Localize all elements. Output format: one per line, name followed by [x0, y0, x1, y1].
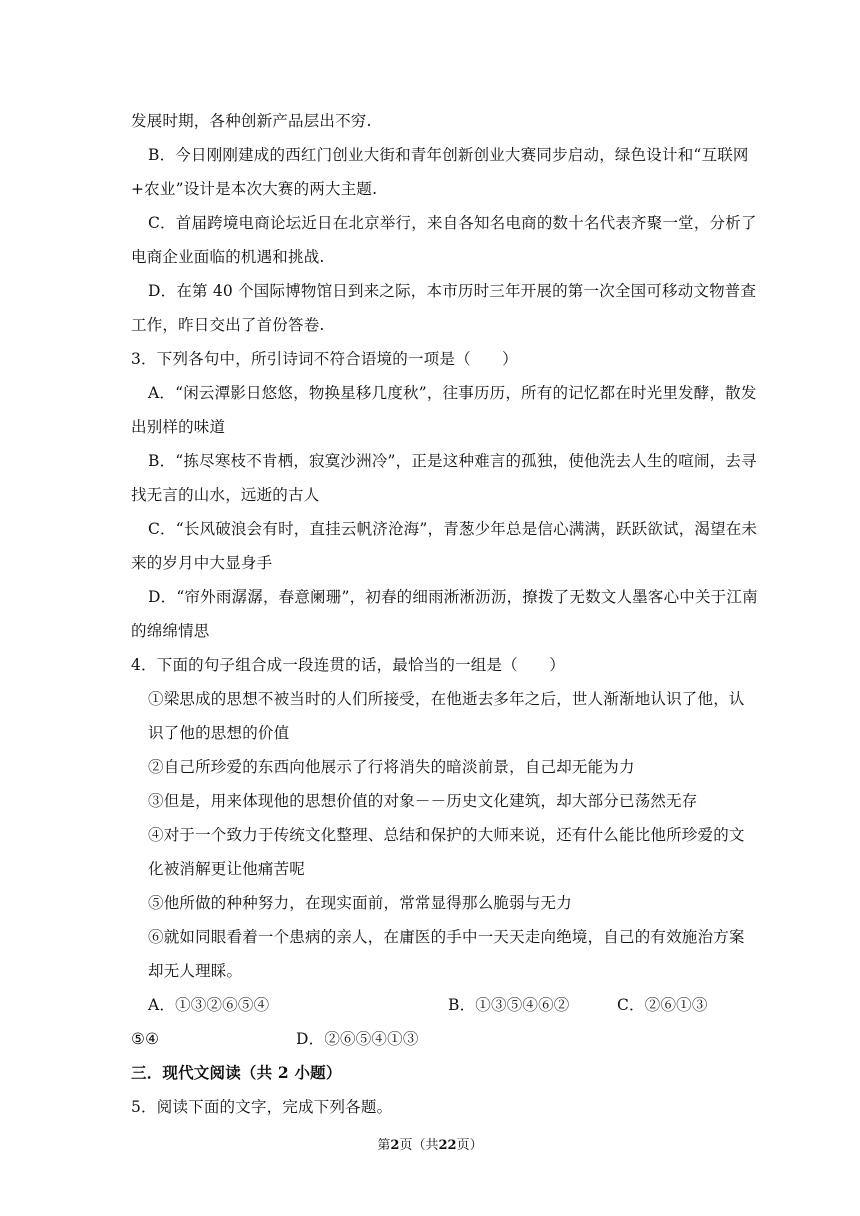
sentence-line: ①梁思成的思想不被当时的人们所接受，在他逝去多年之后，世人渐渐地认识了他，认	[148, 690, 745, 708]
text-line: 来的岁月中大显身手	[131, 554, 273, 572]
option-b: B．①③⑤④⑥②	[448, 996, 570, 1014]
text-line: 工作，昨日交出了首份答卷.	[131, 316, 325, 334]
text-line: 的绵绵情思	[131, 622, 210, 640]
sentence-line: ②自己所珍爱的东西向他展示了行将消失的暗淡前景，自己却无能为力	[148, 758, 635, 776]
sentence-line: 化被消解更让他痛苦呢	[148, 860, 306, 878]
option-c: C．②⑥①③	[617, 996, 708, 1014]
sentence-line: ⑥就如同眼看着一个患病的亲人，在庸医的手中一天天走向绝境，自己的有效施治方案	[148, 928, 745, 946]
sentence-line: ③但是，用来体现他的思想价值的对象－－历史文化建筑，却大部分已荡然无存	[148, 792, 698, 810]
text-line: 电商企业面临的机遇和挑战.	[131, 248, 325, 266]
question-3: 3．下列各句中，所引诗词不符合语境的一项是（ ）	[131, 350, 518, 368]
sentence-line: 却无人理睬。	[148, 962, 243, 980]
option-line: B．“拣尽寒枝不肯栖，寂寞沙洲冷”，正是这种难言的孤独，使他洗去人生的喧闹，去寻	[148, 452, 757, 470]
page-total: 22	[438, 1138, 457, 1153]
option-line: A．“闲云潭影日悠悠，物换星移几度秋”，往事历历，所有的记忆都在时光里发酵，散发	[148, 384, 757, 402]
page-number: 2	[390, 1138, 400, 1153]
option-line: B．今日刚刚建成的西红门创业大街和青年创新创业大赛同步启动，绿色设计和“互联网	[148, 146, 749, 164]
text-line: 出别样的味道	[131, 418, 226, 436]
text-line: 发展时期，各种创新产品层出不穷.	[131, 112, 372, 130]
footer-mid: 页（共	[399, 1138, 439, 1153]
option-line: D．在第 40 个国际博物馆日到来之际，本市历时三年开展的第一次全国可移动文物普查	[148, 282, 757, 300]
option-line: C．“长风破浪会有时，直挂云帆济沧海”，青葱少年总是信心满满，跃跃欲试，渴望在未	[148, 520, 758, 538]
footer-prefix: 第	[377, 1138, 391, 1153]
text-line: 找无言的山水，远逝的古人	[131, 486, 320, 504]
page-footer	[0, 1137, 860, 1155]
option-line: C．首届跨境电商论坛近日在北京举行，来自各知名电商的数十名代表齐聚一堂，分析了	[148, 214, 757, 232]
section-heading: 三．现代文阅读（共 2 小题）	[131, 1063, 342, 1082]
text-line: +农业”设计是本次大赛的两大主题.	[131, 180, 378, 198]
question-5: 5．阅读下面的文字，完成下列各题。	[131, 1098, 393, 1116]
sentence-line: 识了他的思想的价值	[148, 724, 290, 742]
sentence-line: ④对于一个致力于传统文化整理、总结和保护的大师来说，还有什么能比他所珍爱的文	[148, 826, 745, 844]
option-line: D．“帘外雨潺潺，春意阑珊”，初春的细雨淅淅沥沥，撩拨了无数文人墨客心中关于江南	[148, 588, 758, 606]
question-4: 4．下面的句子组合成一段连贯的话，最恰当的一组是（ ）	[131, 656, 565, 674]
option-c-continued: ⑤④	[131, 1030, 160, 1048]
option-d: D．②⑥⑤④①③	[296, 1030, 419, 1048]
footer-suffix: 页）	[456, 1138, 483, 1153]
sentence-line: ⑤他所做的种种努力，在现实面前，常常显得那么脆弱与无力	[148, 894, 572, 912]
option-a: A．①③②⑥⑤④	[148, 996, 270, 1014]
